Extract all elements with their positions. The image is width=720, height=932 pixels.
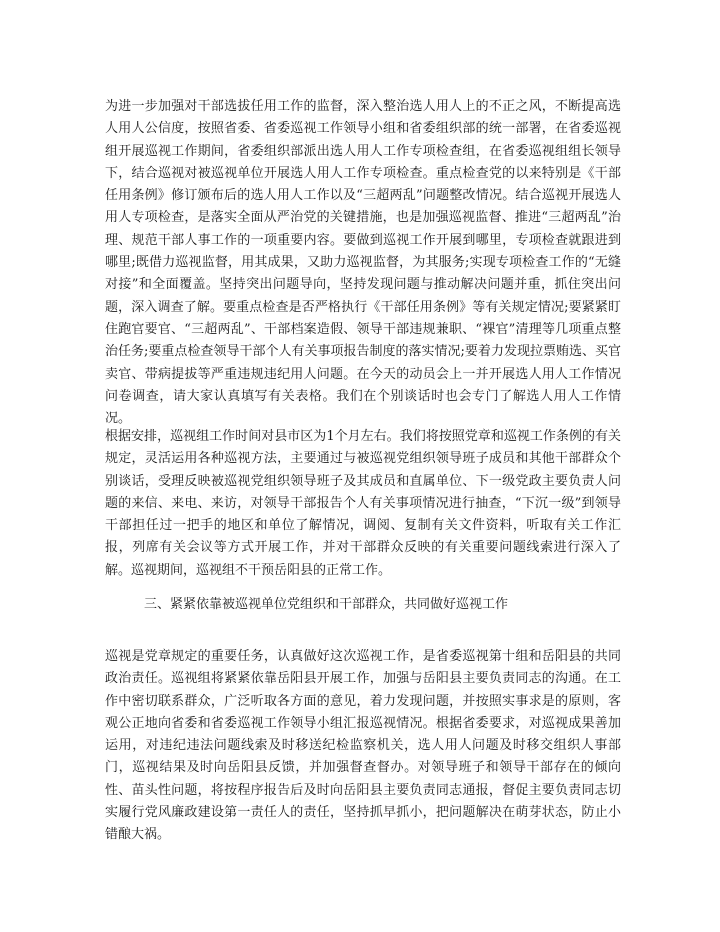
paragraph-special-inspection: 为进一步加强对干部选拔任用工作的监督，深入整治选人用人上的不正之风，不断提高选人用人公信度，按照省委、省委巡视工作领导小组和省委组织部的统一部署，在省委巡视组开展巡视工作期间，省委组织部派出选人用人工作专项检查组，在省委巡视组组长领导下，结合巡视对被巡视单位开展选人用人工作专项检查。重点检查党的以来特别是《干部任用条例》修订颁布后的选人用人工作以及“三超两乱”问题整改情况。结合巡视开展选人用人专项检查，是落实全面从严治党的关键措施，也是加强巡视监督、推进“三超两乱”治理、规范干部人事工作的一项重要内容。要做到巡视工作开展到哪里，专项检查就跟进到哪里;既借力巡视监督，用其成果，又助力巡视监督，为其服务;实现专项检查工作的“无缝对接”和全面覆盖。坚持突出问题导向，坚持发现问题与推动解决问题并重，抓住突出问题，深入调查了解。要重点检查是否严格执行《干部任用条例》等有关规定情况;要紧紧盯住跑官要官、“三超两乱”、干部档案造假、领导干部违规兼职、“裸官”清理等几项重点整治任务;要重点检查领导干部个人有关事项报告制度的落实情况;要着力发现拉票贿选、买官卖官、带病提拔等严重违规违纪用人问题。在今天的动员会上一并开展选人用人工作情况问卷调查，请大家认真填写有关表格。我们在个别谈话时也会专门了解选人用人工作情况。 — [105, 99, 621, 427]
paragraph-political-responsibility: 巡视是党章规定的重要任务，认真做好这次巡视工作，是省委巡视第十组和岳阳县的共同政治责任。巡视组将紧紧依靠岳阳县开展工作，加强与岳阳县主要负责同志的沟通。在工作中密切联系群众，广泛听取各方面的意见，着力发现问题，并按照实事求是的原则，客观公正地向省委和省委巡视工作领导小组汇报巡视情况。根据省委要求，对巡视成果善加运用，对违纪违法问题线索及时移送纪检监察机关，选人用人问题及时移交组织人事部门，巡视结果及时向岳阳县反馈，并加强督查督办。对领导班子和领导干部存在的倾向性、苗头性问题，将按程序报告后及时向岳阳县主要负责同志通报，督促主要负责同志切实履行党风廉政建设第一责任人的责任，坚持抓早抓小，把问题解决在萌芽状态，防止小错酿大祸。 — [105, 649, 621, 843]
paragraph-work-arrangement: 根据安排，巡视组工作时间对县市区为1个月左右。我们将按照党章和巡视工作条例的有关规定，灵活运用各种巡视方法，主要通过与被巡视党组织领导班子成员和其他干部群众个别谈话，受理反映被巡视党组织领导班子及其成员和直属单位、下一级党政主要负责人问题的来信、来电、来访，对领导干部报告个人有关事项情况进行抽查，“下沉一级”到领导干部担任过一把手的地区和单位了解情况，调阅、复制有关文件资料，听取有关工作汇报，列席有关会议等方式开展工作，并对干部群众反映的有关重要问题线索进行深入了解。巡视期间，巡视组不干预岳阳县的正常工作。 — [105, 429, 621, 578]
section-heading-3: 三、紧紧依靠被巡视单位党组织和干部群众，共同做好巡视工作 — [144, 597, 509, 612]
